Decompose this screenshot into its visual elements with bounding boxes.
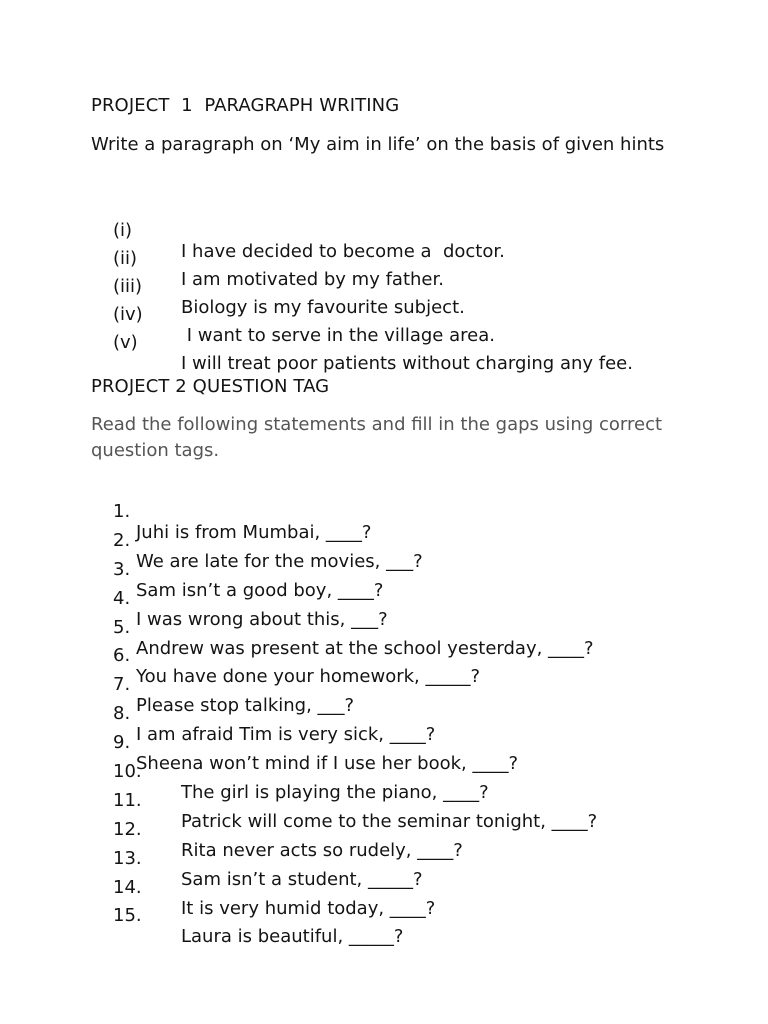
project1-heading: PROJECT 1 PARAGRAPH WRITING xyxy=(91,95,400,116)
list-item xyxy=(113,624,733,688)
question-text: It is very humid today, ____? xyxy=(181,897,436,919)
hint-text: I will treat poor patients without charging any fee. xyxy=(181,353,633,374)
question-text: You have done your homework, _____? xyxy=(136,666,481,688)
question-text: Laura is beautiful, _____? xyxy=(181,926,404,948)
project1-instruction: Write a paragraph on ‘My aim in life’ on the basis of given hints xyxy=(91,134,665,155)
hint-number: (iv) xyxy=(113,304,143,325)
hint-text: I have decided to become a doctor. xyxy=(181,241,505,262)
question-number: 1. xyxy=(113,501,131,522)
question-number: 12. xyxy=(113,818,142,840)
list-item xyxy=(113,283,733,346)
question-text: Sam isn’t a good boy, ____? xyxy=(136,579,384,601)
list-item xyxy=(113,653,733,717)
question-text: I am afraid Tim is very sick, ____? xyxy=(136,724,436,746)
question-text: We are late for the movies, ___? xyxy=(136,550,423,572)
list-item xyxy=(113,311,733,374)
question-number: 4. xyxy=(113,587,131,609)
question-number: 2. xyxy=(113,529,131,551)
question-text: Juhi is from Mumbai, ____? xyxy=(136,522,372,543)
project2-instruction: Read the following statements and fill in the gaps using correct question tags. xyxy=(91,414,663,461)
question-text: Patrick will come to the seminar tonight, ____? xyxy=(181,810,598,832)
question-text: Please stop talking, ___? xyxy=(136,695,355,717)
list-item xyxy=(113,509,733,572)
question-number: 8. xyxy=(113,703,131,725)
list-item xyxy=(113,567,733,630)
question-number: 6. xyxy=(113,645,131,667)
question-number: 13. xyxy=(113,847,142,869)
list-item xyxy=(113,199,733,262)
question-number: 14. xyxy=(113,876,142,898)
question-text: The girl is playing the piano, ____? xyxy=(181,782,489,804)
question-text: I was wrong about this, ___? xyxy=(136,608,388,630)
hint-number: (i) xyxy=(113,220,133,241)
project2-heading: PROJECT 2 QUESTION TAG xyxy=(91,376,330,397)
list-item xyxy=(113,480,733,543)
list-item xyxy=(113,596,733,659)
question-number: 11. xyxy=(113,789,142,811)
list-item xyxy=(113,227,733,290)
question-text: Rita never acts so rudely, ____? xyxy=(181,839,463,861)
question-number: 5. xyxy=(113,616,131,638)
question-number: 3. xyxy=(113,558,131,580)
question-list xyxy=(113,480,733,948)
hint-number: (v) xyxy=(113,332,138,353)
list-item xyxy=(113,538,733,601)
hint-list xyxy=(113,199,733,374)
hint-text: I want to serve in the village area. xyxy=(181,325,495,346)
hint-text: I am motivated by my father. xyxy=(181,269,444,290)
question-number: 9. xyxy=(113,732,131,754)
hint-number: (ii) xyxy=(113,248,138,269)
hint-text: Biology is my favourite subject. xyxy=(181,297,465,318)
question-text: Andrew was present at the school yesterday, ____? xyxy=(136,637,594,659)
question-number: 15. xyxy=(113,905,142,927)
list-item xyxy=(113,884,733,948)
hint-number: (iii) xyxy=(113,276,143,297)
question-number: 10. xyxy=(113,761,142,783)
question-number: 7. xyxy=(113,674,131,696)
list-item xyxy=(113,682,733,746)
question-text: Sheena won’t mind if I use her book, ____? xyxy=(136,753,519,775)
question-text: Sam isn’t a student, _____? xyxy=(181,868,423,890)
